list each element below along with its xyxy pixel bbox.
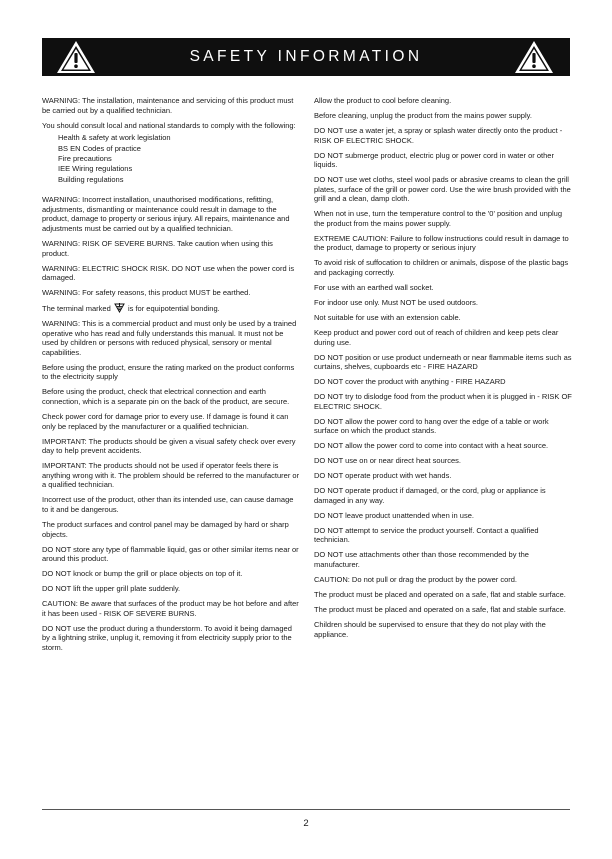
page-number: 2 [303, 818, 309, 829]
paragraph: For use with an earthed wall socket. [314, 283, 434, 293]
paragraph: Children should be supervised to ensure that they do not play with the appliance. [314, 619, 546, 639]
paragraph: Before using the product, ensure the rating marked on the product conforms to the electricity supply [42, 362, 295, 382]
left-column [42, 96, 300, 658]
paragraph: DO NOT allow the power cord to come into contact with a heat source. [314, 441, 549, 451]
paragraph: DO NOT try to dislodge food from the product when it is plugged in - RISK OF ELECTRIC SHOCK. [314, 392, 572, 411]
list-item: BS EN Codes of practice [58, 143, 141, 153]
paragraph: EXTREME CAUTION: Failure to follow instructions could result in damage to the product, damage to property or serious injury [314, 233, 569, 253]
paragraph: DO NOT operate product if damaged, or the cord, plug or appliance is damaged in any way. [314, 486, 546, 505]
paragraph: DO NOT use the product during a thunderstorm. To avoid it being damaged by a lightning strike, unplug it, removing it from electricity supply prior to the storm. [42, 623, 292, 652]
paragraph: DO NOT use on or near direct heat sources. [314, 456, 462, 466]
paragraph: WARNING: For safety reasons, this product MUST be earthed. [42, 288, 251, 298]
paragraph: You should consult local and national standards to comply with the following: [42, 120, 296, 130]
paragraph: DO NOT knock or bump the grill or place objects on top of it. [42, 569, 243, 579]
paragraph: DO NOT use wet cloths, steel wool pads or abrasive creams to clean the grill plates, surface of the grill or power cord. Use the wire brush provided with the grill and a clean, damp cloth. [314, 175, 571, 204]
right-column [314, 96, 572, 644]
paragraph: WARNING: The installation, maintenance and servicing of this product must be carried out by a qualified technician. [42, 96, 294, 115]
paragraph: Before using the product, check that electrical connection and earth connection, which is a separate pin on the back of the product, are secure. [42, 387, 290, 407]
paragraph: For indoor use only. Must NOT be used outdoors. [314, 298, 478, 308]
paragraph: WARNING: This is a commercial product and must only be used by a trained operative who has read and fully understands this manual. It must not be used by children or persons with reduced physical, sensory or mental capabilities. [42, 319, 297, 357]
paragraph: DO NOT use a water jet, a spray or splash water directly onto the product - RISK OF ELECTRIC SHOCK. [314, 125, 563, 145]
paragraph: DO NOT submerge product, electric plug or power cord in water or other liquids. [314, 150, 554, 170]
page-title: SAFETY INFORMATION [189, 48, 423, 65]
paragraph: CAUTION: Do not pull or drag the product by the power cord. [314, 574, 518, 584]
list-item: IEE Wiring regulations [58, 164, 133, 174]
paragraph: DO NOT leave product unattended when in use. [314, 510, 474, 520]
standards-list [58, 133, 300, 185]
paragraph: Before cleaning, unplug the product from the mains power supply. [314, 110, 532, 120]
paragraph: Keep product and power cord out of reach of children and keep pets clear during use. [314, 327, 559, 347]
paragraph: WARNING: Incorrect installation, unauthorised modifications, refitting, adjustments, dismantling or maintenance could result in damage to the product, damage to property or serious injury. All repairs, maintenance and adjustments must be carried out by a qualified technician. [42, 195, 290, 233]
paragraph: DO NOT position or use product underneath or near flammable items such as curtains, shelves, cupboards etc - FIRE HAZARD [314, 352, 572, 372]
paragraph: The product surfaces and control panel may be damaged by hard or sharp objects. [42, 519, 289, 539]
paragraph: DO NOT allow the power cord to hang over the edge of a table or work surface on which the product stands. [314, 416, 549, 436]
paragraph: DO NOT operate product with wet hands. [314, 471, 452, 481]
list-item: Health & safety at work legislation [58, 133, 171, 143]
paragraph: Allow the product to cool before cleaning. [314, 96, 452, 105]
paragraph: The product must be placed and operated on a safe, flat and stable surface. [314, 589, 566, 599]
paragraph-equipotential [42, 303, 300, 314]
paragraph: Incorrect use of the product, other than its intended use, can cause damage to it and be dangerous. [42, 495, 294, 514]
paragraph: DO NOT attempt to service the product yourself. Contact a qualified technician. [314, 525, 539, 545]
warning-triangle-icon [512, 38, 556, 76]
paragraph: To avoid risk of suffocation to children or animals, dispose of the plastic bags and packaging correctly. [314, 258, 569, 278]
footer-divider [42, 809, 570, 810]
paragraph: WARNING: ELECTRIC SHOCK RISK. DO NOT use when the power cord is damaged. [42, 263, 295, 283]
paragraph: DO NOT lift the upper grill plate suddenly. [42, 584, 181, 594]
equipotential-bonding-icon [114, 303, 125, 313]
header-banner [42, 38, 570, 76]
paragraph: Not suitable for use with an extension cable. [314, 313, 461, 322]
list-item: Building regulations [58, 174, 124, 184]
paragraph: IMPORTANT: The products should not be used if operator feels there is anything wrong with it. The problem should be referred to the manufacturer or a qualified technician. [42, 461, 300, 490]
list-item: Fire precautions [58, 153, 112, 163]
paragraph: Check power cord for damage prior to every use. If damage is found it can only be replaced by the manufacturer or a qualified technician. [42, 412, 289, 431]
paragraph: DO NOT use attachments other than those recommended by the manufacturer. [314, 550, 529, 569]
paragraph-text: is for equipotential bonding. [127, 304, 220, 314]
paragraph-text: The terminal marked [42, 304, 111, 314]
paragraph: IMPORTANT: The products should be given a visual safety check over every day to help prevent accidents. [42, 436, 296, 456]
paragraph: When not in use, turn the temperature control to the '0' position and unplug the product from the mains power supply. [314, 209, 563, 228]
paragraph: WARNING: RISK OF SEVERE BURNS. Take caution when using this product. [42, 238, 273, 258]
paragraph: The product must be placed and operated on a safe, flat and stable surface. [314, 604, 566, 614]
paragraph: DO NOT store any type of flammable liquid, gas or other similar items near or around this product. [42, 544, 299, 564]
paragraph: CAUTION: Be aware that surfaces of the product may be hot before and after it has been used - RISK OF SEVERE BURNS. [42, 599, 299, 618]
paragraph: DO NOT cover the product with anything - FIRE HAZARD [314, 377, 506, 387]
